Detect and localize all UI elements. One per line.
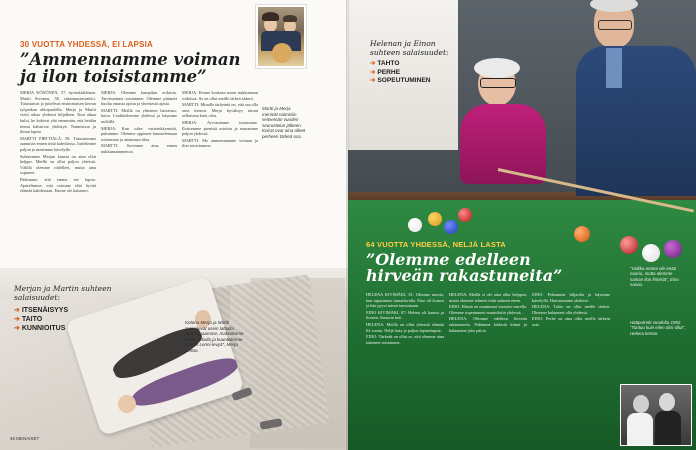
right-photo-caption: ”Vaikka emme ole enää nuoria, mutta olemme saman ilon ihmisiä”, Eino sanoo. xyxy=(630,266,679,288)
right-col1-p1: HELENA KIVIMÄKI, 81: Olimme nuoria, kun tapasimme tanssilavalla. Eino oli komea ja hän pyysi minut tanssimaan. xyxy=(366,292,444,309)
white-ball xyxy=(408,218,422,232)
red-ball xyxy=(458,208,472,222)
couple-dog-photo xyxy=(255,4,307,69)
right-col3-p3: EINO: Perhe on aina ollut meille tärkein asia. xyxy=(532,316,610,327)
left-body-column-3 xyxy=(182,90,258,266)
right-col3-p1: EINO: Pelaamme biljardia ja käymme kävelyllä. Harrastamme yhdessä. xyxy=(532,292,610,303)
left-kicker: 30 VUOTTA YHDESSÄ, EI LAPSIA xyxy=(20,40,154,49)
left-headline: ”Ammennamme voiman ja ilon toisistamme” xyxy=(20,50,241,86)
left-intro: MERJA KÖNÖNEN, 57, hyvinkääläinen. Martti Sivonen, 58, rakennusinsinööri. Tutustuivat ja juttelivat ensimmäisen kerran työpaikan ulkopuolella. Merja ja Martti vietti aikaa yhdessä hiljalleen. Kun aikaa kului, he kokivat yhä enemmän, että heidän tiensä halusivat yhdistyä. Naimisissa ja ilman lapsia. xyxy=(20,90,96,135)
left-col1-p3: Päätimme, että emme tee lapsia. Ajattelimme, että voimme elää hyvää elämää kahdestaan. Emme ole katuneet. xyxy=(20,176,96,194)
right-secrets-list xyxy=(370,60,460,86)
left-body-column-2 xyxy=(101,90,177,266)
left-col2-p3: MERJA: Kun tulee vastoinkäymisiä, puhumme. Olemme oppineet kuuntelemaan toisiamme ja antamaan tilaa. xyxy=(101,125,177,142)
man-photo xyxy=(576,0,696,195)
right-secret-item: ➔ SOPEUTUMINEN xyxy=(370,77,431,84)
purple-ball xyxy=(664,240,682,258)
orange-ball xyxy=(574,226,590,242)
right-secret-item: ➔ PERHE xyxy=(370,68,401,76)
arrow-right-icon: ➔ xyxy=(370,60,376,67)
right-secret-item: ➔ TAHTO xyxy=(370,60,400,67)
left-secret-item: ➔ TAITO xyxy=(14,316,43,323)
blue-ball xyxy=(444,220,458,234)
left-secrets-title: Merjan ja Martin suhteen salaisuudet: xyxy=(14,284,112,302)
right-col1-p4: EINO: Tärkeää on ollut se, että olemme aina tukeneet toisiamme. xyxy=(366,334,444,345)
left-col1-p2: Suhteemme Merjan kanssa on aina ollut helppo. Meillä on ollut paljon yhteistä. Välillä olemme riidelleet, mutta aina sopineet. xyxy=(20,153,96,176)
arrow-right-icon: ➔ xyxy=(370,77,376,84)
page-gutter xyxy=(346,0,350,450)
left-col3-p1: MERJA: Emme koskaan mene nukkumaan riidoissa. Se on ollut meille tärkeä sääntö. xyxy=(182,90,258,101)
left-col3-p3: MERJA: Arvostamme toisiamme. Iloitsemme pienistä asioista ja nauramme paljon yhdessä. xyxy=(182,119,258,137)
left-secrets-list xyxy=(14,306,124,333)
left-photo-caption: Martti ja Merja menivät naimisiin seitsemän vuoden seurustelun jälkeen. Koirat ovat aina olleet perheen tärkeä osa. xyxy=(262,106,306,139)
left-col2-p1: MERJA: Olemme kumpikin erilaisia. Tarvitsemme toisiamme. Olemme pitäneet huolta omasta ajasta ja yhteisestä ajasta. xyxy=(101,90,177,107)
left-secrets-box xyxy=(14,285,124,333)
left-col1-p1: MARTTI PIRTTIÄLÄ, 58: Tutustuimme aamuisin ennen töitä kahvilassa. Juttelimme paljon ja menimme kävelylle. xyxy=(20,135,96,152)
right-col1-p2: EINO KIVIMÄKI, 87: Helena oli kaunis ja iloinen. Ihastuin heti. xyxy=(366,309,444,321)
right-body-column-3 xyxy=(532,292,610,444)
right-col3-p2: HELENA: Tahto on ollut meille tärkeä. Olemme halunneet olla yhdessä. xyxy=(532,304,610,315)
right-col1-p3: HELENA: Meillä on ollut yhteistä elämää 64 vuotta. Neljä lasta ja paljon lapsenlapsia. xyxy=(366,321,444,333)
left-col2-p2: MARTTI: Meillä on yhteinen harrastus, koira. Lenkkeilemme yhdessä ja käymme mökillä. xyxy=(101,107,177,124)
white-ball xyxy=(642,244,660,262)
woman-photo xyxy=(460,62,546,212)
right-col2-p3: HELENA: Olemme edelleen hirveän rakastuneita. Pidämme kädestä kiinni ja halaamme joka päivä. xyxy=(449,316,527,333)
red-ball xyxy=(620,236,638,254)
arrow-right-icon: ➔ xyxy=(370,68,376,76)
wedding-photo xyxy=(620,384,692,446)
right-page xyxy=(348,0,696,450)
page-number: 46 MENAISET xyxy=(10,436,40,441)
yellow-ball xyxy=(428,212,442,226)
arrow-right-icon: ➔ xyxy=(14,307,20,314)
right-small-caption: Hääpotretti vuodelta 1952. ”Tuntuu kuin eilen olisi ollut”, Helena kertoo. xyxy=(630,320,686,336)
left-body-column-1 xyxy=(20,90,96,266)
right-col2-p2: EINO: Elämä on muuttunut vuosien varrella. Olemme sopeutuneet muutoksiin yhdessä. xyxy=(449,304,527,315)
right-secrets-box xyxy=(370,40,460,86)
left-col3-p2: MARTTI: Minulle tärkeintä on, että saa olla oma itsensä. Merja hyväksyy minut sellaisena kuin olen. xyxy=(182,102,258,119)
left-secret-item: ➔ KUNNIOITUS xyxy=(14,325,66,332)
woman-head xyxy=(118,395,136,413)
right-secrets-title: Helenan ja Einon suhteen salaisuudet: xyxy=(370,39,449,57)
right-col2-p1: HELENA: Meillä ei ole aina ollut helppoa, mutta olemme tehneet töitä suhteen eteen. xyxy=(449,292,527,303)
left-secret-item: ➔ ITSENÄISYYS xyxy=(14,307,69,314)
left-quote-caption: Kotona Merja ja Martti makoilevat usein lattialla. ”Kun tapaamme, makoilimme usein lattialla ja kuuntelimme Leevin Lenni-levyä”, Merja kertoo. xyxy=(185,320,244,353)
right-headline: ”Olemme edelleen hirveän rakastuneita” xyxy=(366,250,563,285)
arrow-right-icon: ➔ xyxy=(14,316,20,323)
right-kicker: 64 VUOTTA YHDESSÄ, NELJÄ LASTA xyxy=(366,240,506,249)
right-body-column-2 xyxy=(449,292,527,444)
arrow-right-icon: ➔ xyxy=(14,325,20,332)
left-col2-p4: MARTTI: Sovimme aina ennen nukkumaanmenoa. xyxy=(101,143,177,154)
right-body-column-1 xyxy=(366,292,444,444)
left-col3-p4: MARTTI: Me ammennamme voiman ja ilon toisistamme. xyxy=(182,137,258,149)
